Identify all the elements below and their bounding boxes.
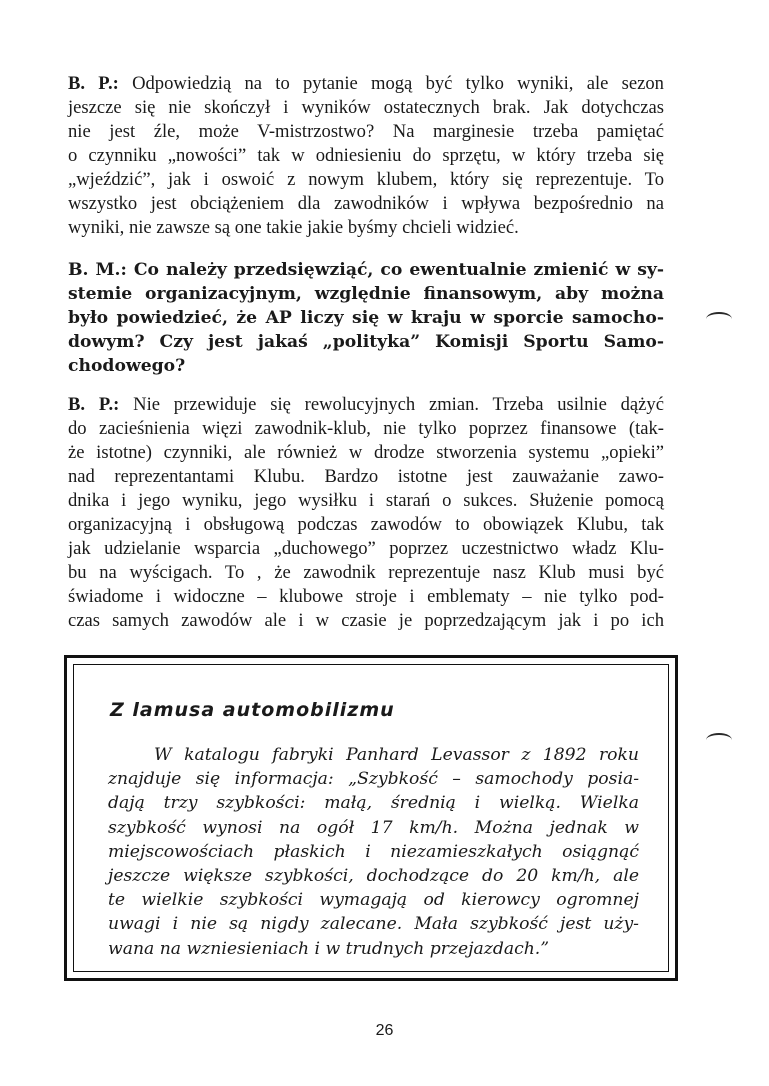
- text-line: wyniki, nie zawsze są one takie jakie byśmy chcieli widzieć.: [68, 217, 519, 238]
- text-line: znajduje się informacja: „Szybkość – samochody posia-: [108, 769, 639, 790]
- sidebar-box: [64, 655, 678, 981]
- text-line: „wjeździć”, jak i oswoić z nowym klubem, który się reprezentuje. To: [68, 169, 664, 190]
- page-number: 26: [375, 1022, 394, 1039]
- text-line: B. P.: Odpowiedzią na to pytanie mogą być tylko wyniki, ale sezon: [68, 73, 664, 94]
- text-line: jeszcze się nie skończył i wyników ostatecznych brak. Jak dotychczas: [68, 97, 664, 118]
- text-line: nad reprezentantami Klubu. Bardzo istotne jest zauważanie zawo-: [68, 466, 664, 487]
- answer-paragraph-1: [68, 72, 664, 240]
- text-line: te wielkie szybkości wymagają od kierowcy ogromnej: [108, 890, 639, 911]
- text-line: o czynniku „nowości” tak w odniesieniu do sprzętu, w który trzeba się: [68, 145, 664, 166]
- box-text: [108, 743, 639, 961]
- text-line: wszystko jest obciążeniem dla zawodników i wpływa bezpośrednio na: [68, 193, 664, 214]
- question-paragraph: [68, 258, 664, 378]
- text-line: stemie organizacyjnym, względnie finansowym, aby można: [68, 284, 664, 304]
- text-line: czas samych zawodów ale i w czasie je poprzedzającym jak i po ich: [68, 610, 664, 631]
- text-line: świadome i widoczne – klubowe stroje i emblematy – nie tylko pod-: [68, 586, 664, 607]
- binder-hole-mark: [706, 312, 732, 326]
- text-line: bu na wyścigach. To , że zawodnik reprezentuje nasz Klub musi być: [68, 562, 664, 583]
- sidebar-box-inner-border: [73, 664, 669, 972]
- text-line: dnika i jego wyniku, jego wysiłku i starań o sukces. Służenie pomocą: [68, 490, 664, 511]
- text-line: dowym? Czy jest jakaś „polityka” Komisji Sportu Samo-: [68, 332, 664, 352]
- text-line: dają trzy szybkości: małą, średnią i wielką. Wielka: [108, 793, 639, 814]
- speaker-label: B. P.:: [68, 73, 119, 94]
- text-line: chodowego?: [68, 356, 186, 376]
- text-line: że istotne) czynniki, ale również w drodze stworzenia systemu „opieki”: [68, 442, 664, 463]
- text-line: miejscowościach płaskich i niezamieszkałych osiągnąć: [108, 841, 639, 862]
- text-line: było powiedzieć, że AP liczy się w kraju w sporcie samocho-: [68, 308, 664, 328]
- text-line: uwagi i nie są nigdy zalecane. Mała szybkość jest uży-: [108, 914, 639, 935]
- text-line: B. M.: Co należy przedsięwziąć, co ewentualnie zmienić w sy-: [68, 260, 664, 280]
- text-line: B. P.: Nie przewiduje się rewolucyjnych zmian. Trzeba usilnie dążyć: [68, 394, 664, 415]
- text-line: jeszcze większe szybkości, dochodzące do 20 km/h, ale: [108, 866, 639, 887]
- speaker-label: B. P.:: [68, 394, 120, 415]
- box-title: Z lamusa automobilizmu: [110, 699, 395, 721]
- text-line: jak udzielanie wsparcia „duchowego” poprzez uczestnictwo władz Klu-: [68, 538, 664, 559]
- text-line: organizacyjną i obsługową podczas zawodów to obowiązek Klubu, tak: [68, 514, 664, 535]
- answer-paragraph-2: [68, 393, 664, 633]
- binder-hole-mark: [706, 733, 732, 747]
- text-line: do zacieśnienia więzi zawodnik-klub, nie tylko poprzez finansowe (tak-: [68, 418, 664, 439]
- text-line: W katalogu fabryki Panhard Levassor z 1892 roku: [154, 745, 639, 765]
- text-line: wana na wzniesieniach i w trudnych przejazdach.”: [108, 938, 550, 959]
- text-line: szybkość wynosi na ogół 17 km/h. Można jednak w: [108, 817, 639, 838]
- text-line: nie jest źle, może V-mistrzostwo? Na marginesie trzeba pamiętać: [68, 121, 664, 142]
